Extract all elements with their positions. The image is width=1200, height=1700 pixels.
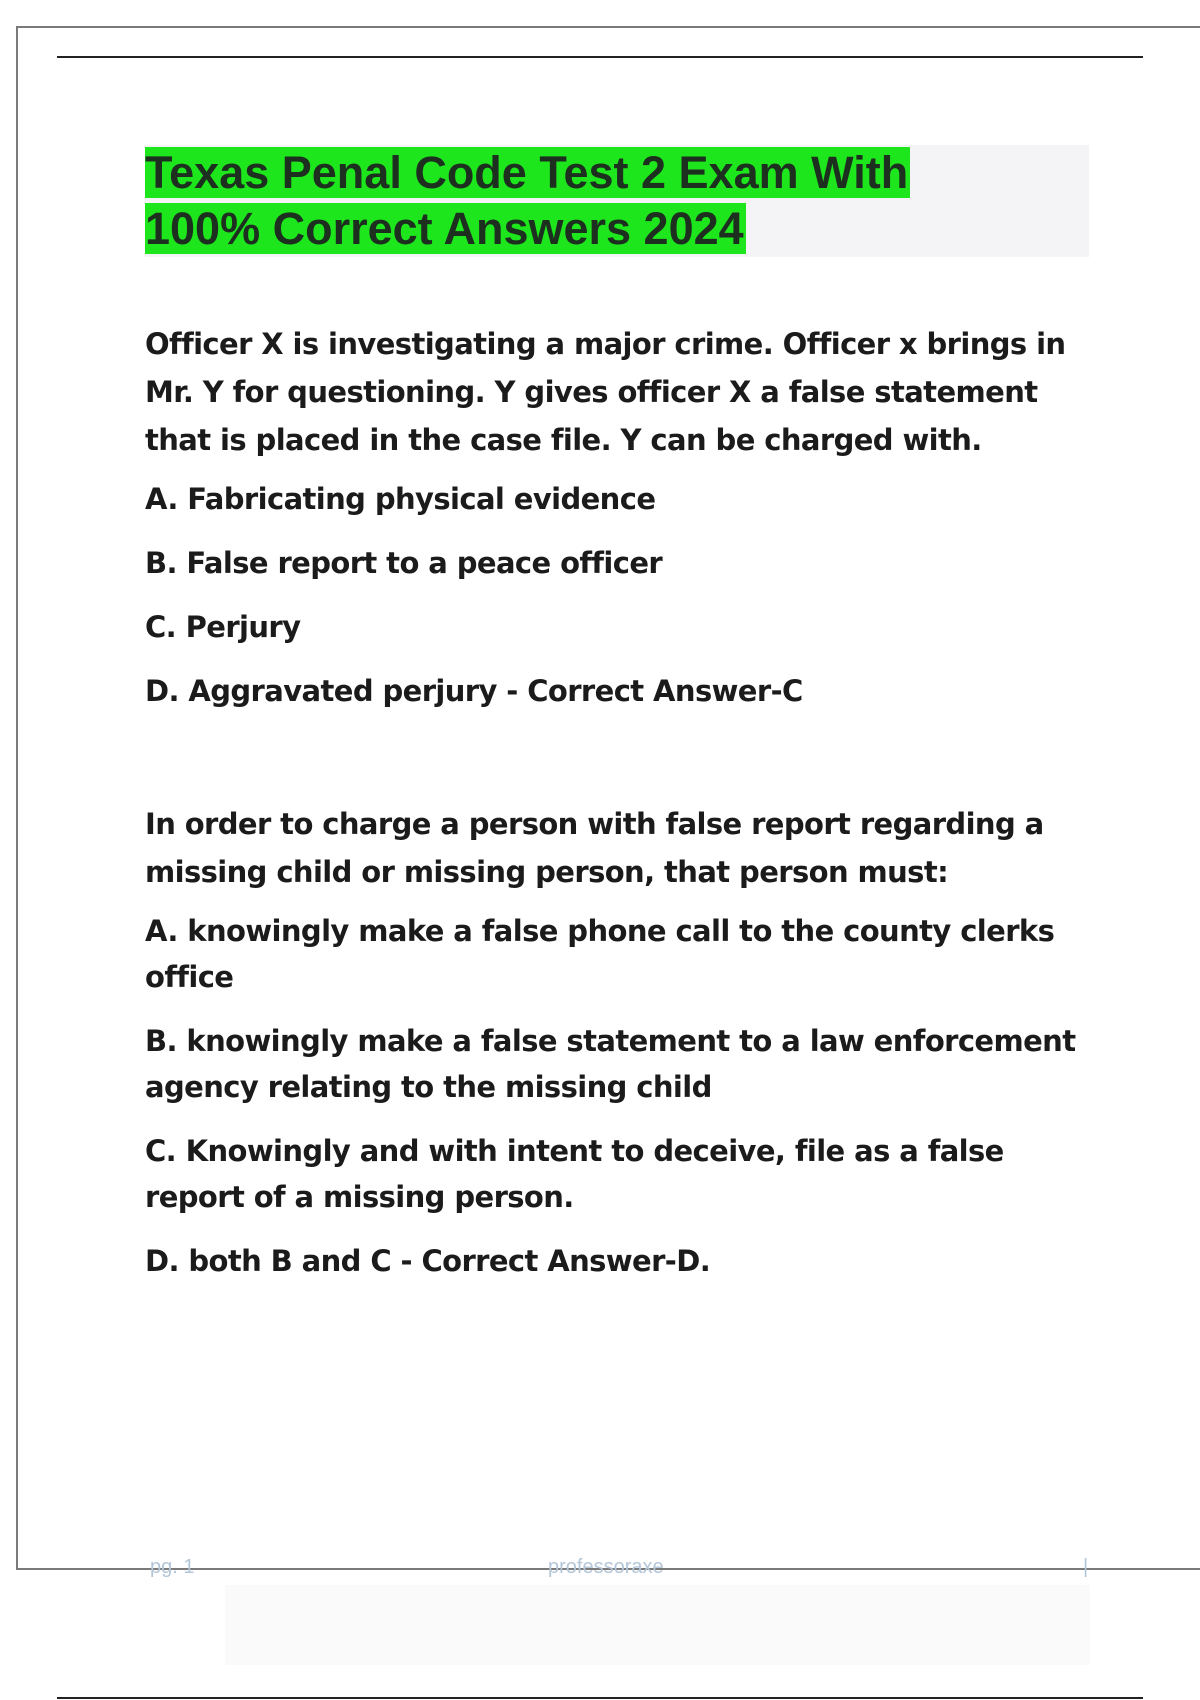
footer-separator: | bbox=[1083, 1556, 1089, 1578]
answer-option-b: B. knowingly make a false statement to a law enforcement agency relating to the missing child bbox=[145, 1024, 1076, 1104]
page-footer bbox=[0, 1556, 1200, 1586]
title-line-1: Texas Penal Code Test 2 Exam With bbox=[145, 147, 909, 198]
answer-option-b: B. False report to a peace officer bbox=[145, 546, 663, 580]
page-number: pg. 1 bbox=[150, 1556, 195, 1578]
question-block-1 bbox=[145, 320, 1095, 732]
question-block-2 bbox=[145, 800, 1095, 1302]
title-block bbox=[145, 145, 1089, 257]
page-frame bbox=[16, 26, 1200, 1570]
answer-option-d: D. both B and C - Correct Answer-D. bbox=[145, 1244, 711, 1278]
question-prompt: Officer X is investigating a major crime. Officer x brings in Mr. Y for questioning. Y gives officer X a false statement that is placed in the case file. Y can be charged with. bbox=[145, 327, 1066, 457]
title-line-2: 100% Correct Answers 2024 bbox=[145, 203, 744, 254]
question-prompt: In order to charge a person with false report regarding a missing child or missing person, that person must: bbox=[145, 807, 1044, 889]
answer-option-a: A. knowingly make a false phone call to the county clerks office bbox=[145, 914, 1055, 994]
answer-option-d: D. Aggravated perjury - Correct Answer-C bbox=[145, 674, 803, 708]
document-title bbox=[145, 145, 1089, 257]
bottom-rule bbox=[57, 1697, 1143, 1699]
header-rule bbox=[57, 56, 1143, 58]
answer-option-c: C. Perjury bbox=[145, 610, 301, 644]
answer-option-a: A. Fabricating physical evidence bbox=[145, 482, 656, 516]
footer-shadow bbox=[225, 1585, 1090, 1665]
answer-option-c: C. Knowingly and with intent to deceive, file as a false report of a missing person. bbox=[145, 1134, 1004, 1214]
footer-brand: professoraxe bbox=[548, 1556, 664, 1578]
